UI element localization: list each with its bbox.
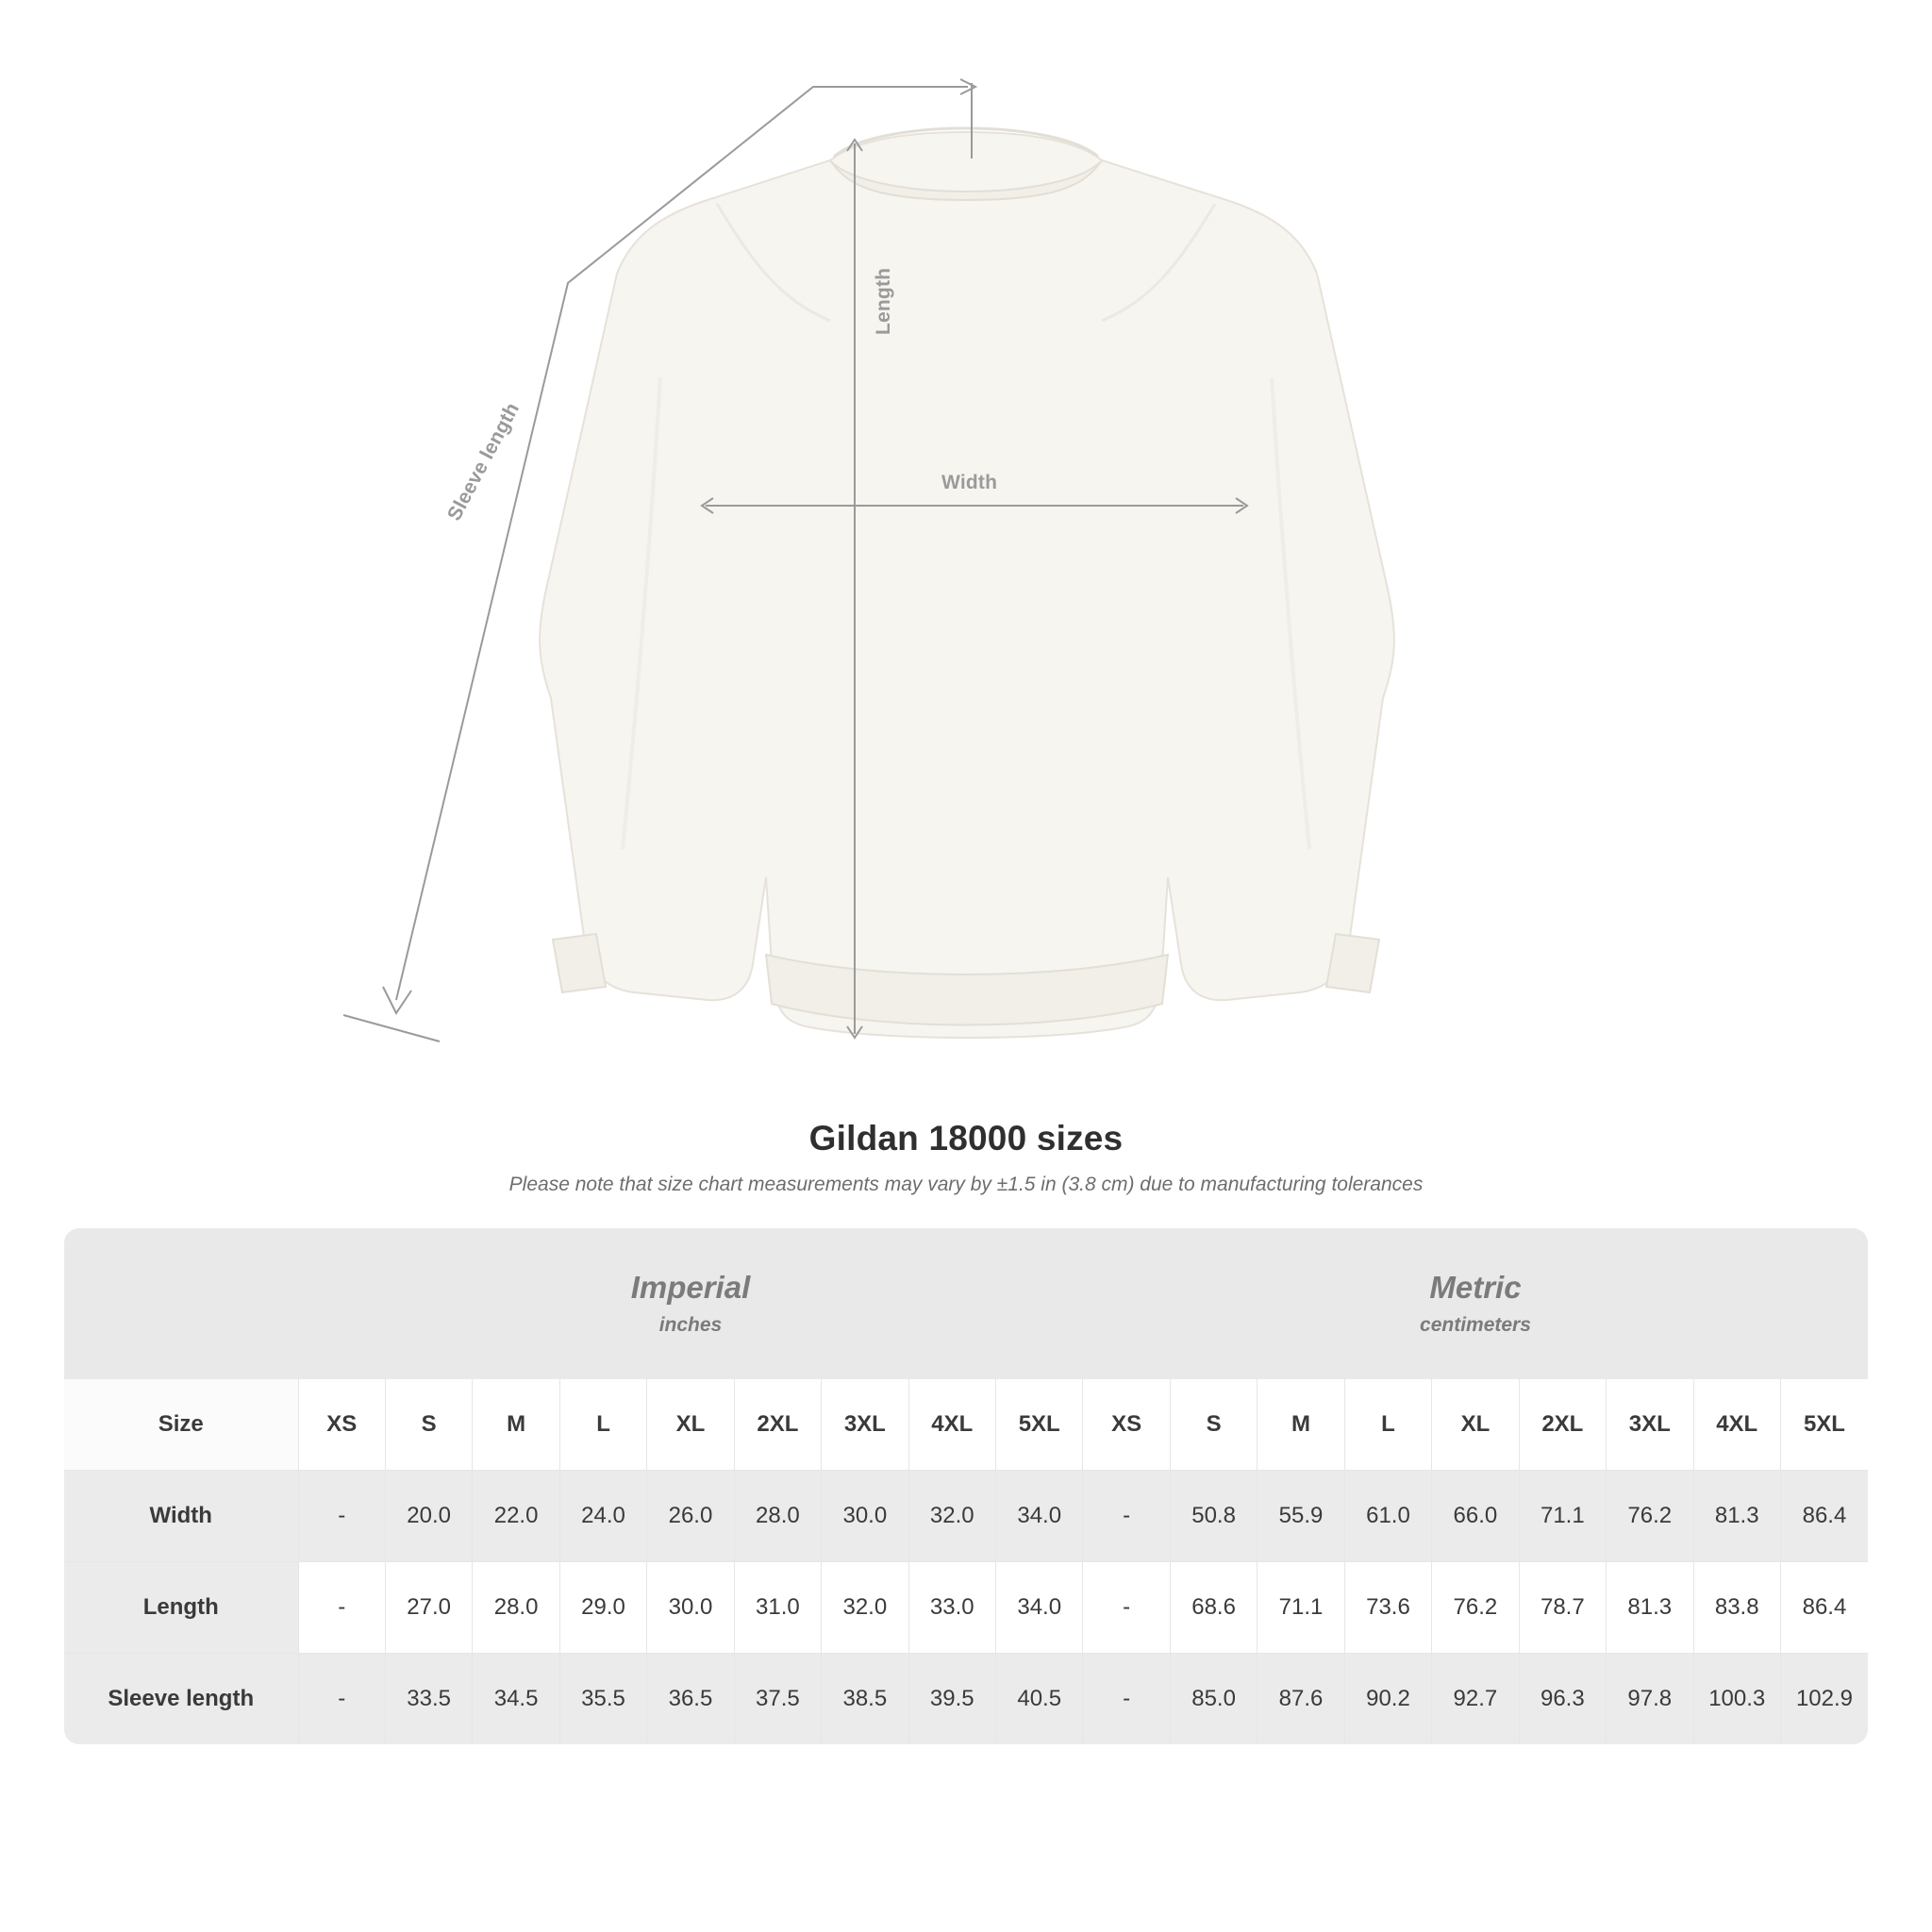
cell-length-metric-l: 73.6 <box>1344 1562 1431 1654</box>
cell-length-imperial-2xl: 31.0 <box>734 1562 821 1654</box>
header-metric-4xl: 4XL <box>1693 1379 1780 1471</box>
cell-width-imperial-xs: - <box>298 1471 385 1562</box>
cell-width-imperial-s: 20.0 <box>385 1471 472 1562</box>
cell-width-imperial-m: 22.0 <box>473 1471 559 1562</box>
cell-length-imperial-m: 28.0 <box>473 1562 559 1654</box>
sleeve-end-tick <box>343 1015 440 1041</box>
row-label-sleeve-length: Sleeve length <box>64 1654 298 1745</box>
cell-width-metric-l: 61.0 <box>1344 1471 1431 1562</box>
cell-width-imperial-4xl: 32.0 <box>908 1471 995 1562</box>
system-imperial-unit: inches <box>658 1314 723 1337</box>
cell-length-metric-5xl: 86.4 <box>1780 1562 1868 1654</box>
header-size: Size <box>64 1379 298 1471</box>
table-row <box>64 1654 1868 1745</box>
cell-sleeve-imperial-5xl: 40.5 <box>996 1654 1083 1745</box>
cell-width-metric-xs: - <box>1083 1471 1170 1562</box>
system-row-spacer <box>64 1228 298 1379</box>
row-label-length: Length <box>64 1562 298 1654</box>
header-metric-m: M <box>1257 1379 1344 1471</box>
cell-sleeve-metric-l: 90.2 <box>1344 1654 1431 1745</box>
header-metric-s: S <box>1170 1379 1257 1471</box>
title-block <box>0 1119 1932 1196</box>
header-imperial-l: L <box>559 1379 646 1471</box>
cell-length-imperial-xs: - <box>298 1562 385 1654</box>
cell-length-metric-xs: - <box>1083 1562 1170 1654</box>
system-imperial <box>298 1228 1083 1379</box>
header-imperial-3xl: 3XL <box>822 1379 908 1471</box>
header-imperial-2xl: 2XL <box>734 1379 821 1471</box>
system-metric-unit: centimeters <box>1420 1314 1531 1337</box>
cell-length-imperial-xl: 30.0 <box>647 1562 734 1654</box>
header-metric-3xl: 3XL <box>1607 1379 1693 1471</box>
cell-sleeve-imperial-2xl: 37.5 <box>734 1654 821 1745</box>
cell-width-metric-s: 50.8 <box>1170 1471 1257 1562</box>
table-row <box>64 1471 1868 1562</box>
cell-sleeve-imperial-xs: - <box>298 1654 385 1745</box>
cell-width-metric-4xl: 81.3 <box>1693 1471 1780 1562</box>
cell-width-metric-m: 55.9 <box>1257 1471 1344 1562</box>
cell-sleeve-metric-xs: - <box>1083 1654 1170 1745</box>
cell-sleeve-metric-5xl: 102.9 <box>1780 1654 1868 1745</box>
cell-sleeve-imperial-3xl: 38.5 <box>822 1654 908 1745</box>
header-imperial-xs: XS <box>298 1379 385 1471</box>
cell-sleeve-metric-xl: 92.7 <box>1432 1654 1519 1745</box>
size-header-row <box>64 1379 1868 1471</box>
cell-sleeve-metric-4xl: 100.3 <box>1693 1654 1780 1745</box>
cell-sleeve-imperial-l: 35.5 <box>559 1654 646 1745</box>
size-table <box>64 1228 1868 1744</box>
cell-sleeve-metric-m: 87.6 <box>1257 1654 1344 1745</box>
cell-length-metric-3xl: 81.3 <box>1607 1562 1693 1654</box>
cell-width-metric-xl: 66.0 <box>1432 1471 1519 1562</box>
cell-sleeve-imperial-4xl: 39.5 <box>908 1654 995 1745</box>
sleeve-length-label: Sleeve length <box>443 399 525 525</box>
row-label-width: Width <box>64 1471 298 1562</box>
cell-sleeve-imperial-xl: 36.5 <box>647 1654 734 1745</box>
cell-sleeve-metric-s: 85.0 <box>1170 1654 1257 1745</box>
tolerance-note: Please note that size chart measurements may vary by ±1.5 in (3.8 cm) due to manufacturing tolerances <box>508 1174 1424 1195</box>
cell-width-metric-2xl: 71.1 <box>1519 1471 1606 1562</box>
sweatshirt-shape <box>540 128 1394 1038</box>
size-table-container <box>64 1228 1868 1744</box>
cell-length-imperial-s: 27.0 <box>385 1562 472 1654</box>
cell-sleeve-imperial-s: 33.5 <box>385 1654 472 1745</box>
cell-length-metric-2xl: 78.7 <box>1519 1562 1606 1654</box>
header-metric-5xl: 5XL <box>1780 1379 1868 1471</box>
header-metric-l: L <box>1344 1379 1431 1471</box>
cell-length-imperial-3xl: 32.0 <box>822 1562 908 1654</box>
header-metric-2xl: 2XL <box>1519 1379 1606 1471</box>
system-imperial-name: Imperial <box>630 1269 751 1305</box>
header-imperial-5xl: 5XL <box>996 1379 1083 1471</box>
cell-length-metric-4xl: 83.8 <box>1693 1562 1780 1654</box>
cell-width-imperial-5xl: 34.0 <box>996 1471 1083 1562</box>
header-imperial-m: M <box>473 1379 559 1471</box>
cell-sleeve-metric-3xl: 97.8 <box>1607 1654 1693 1745</box>
cell-sleeve-imperial-m: 34.5 <box>473 1654 559 1745</box>
page-title: Gildan 18000 sizes <box>808 1119 1124 1158</box>
cell-width-imperial-3xl: 30.0 <box>822 1471 908 1562</box>
cell-width-imperial-2xl: 28.0 <box>734 1471 821 1562</box>
width-label: Width <box>941 472 998 493</box>
cell-length-metric-s: 68.6 <box>1170 1562 1257 1654</box>
cell-width-metric-5xl: 86.4 <box>1780 1471 1868 1562</box>
header-metric-xl: XL <box>1432 1379 1519 1471</box>
cell-length-metric-m: 71.1 <box>1257 1562 1344 1654</box>
cell-width-metric-3xl: 76.2 <box>1607 1471 1693 1562</box>
length-label: Length <box>873 267 894 335</box>
cell-length-imperial-5xl: 34.0 <box>996 1562 1083 1654</box>
table-row <box>64 1562 1868 1654</box>
header-metric-xs: XS <box>1083 1379 1170 1471</box>
system-metric-name: Metric <box>1429 1269 1522 1305</box>
header-imperial-s: S <box>385 1379 472 1471</box>
measurement-system-row <box>64 1228 1868 1379</box>
cell-width-imperial-xl: 26.0 <box>647 1471 734 1562</box>
system-metric <box>1083 1228 1868 1379</box>
cell-sleeve-metric-2xl: 96.3 <box>1519 1654 1606 1745</box>
cell-length-imperial-l: 29.0 <box>559 1562 646 1654</box>
cell-length-imperial-4xl: 33.0 <box>908 1562 995 1654</box>
cell-length-metric-xl: 76.2 <box>1432 1562 1519 1654</box>
header-imperial-4xl: 4XL <box>908 1379 995 1471</box>
cell-width-imperial-l: 24.0 <box>559 1471 646 1562</box>
header-imperial-xl: XL <box>647 1379 734 1471</box>
